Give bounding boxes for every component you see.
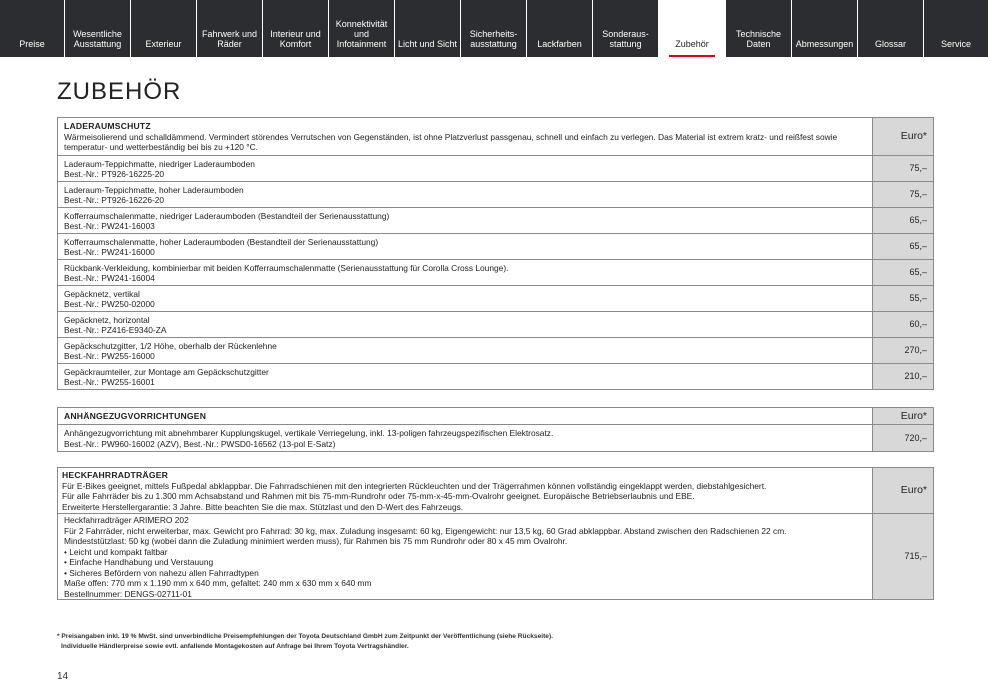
page-number: 14 [57, 671, 69, 682]
item-note: inkl. 13-poligen fahrzeugspezifischen Elektrosatz. [367, 428, 554, 438]
section-description-line: Erweiterte Herstellergarantie: 3 Jahre. Bitte beachten Sie die max. Stützlast und den D-Wert des Fahrzeugs. [62, 501, 464, 512]
item-number: Best.-Nr.: PT926-16226-20 [64, 195, 165, 205]
item-price: 65,– [873, 260, 934, 286]
section-description-line: Für alle Fahrräder bis zu 1.300 mm Achsabstand und Rahmen mit bis 75-mm-Rundrohr oder 75-mm-x-45-mm-Ovalrohr geeignet. Europäische Betriebserlaubnis und EBE. [62, 491, 695, 501]
item-number: Best.-Nr.: PZ416-E9340-ZA [64, 325, 167, 335]
nav-tab-wesentliche-ausstattung[interactable]: Wesentliche Ausstattung [65, 0, 130, 57]
nav-tab-glossar[interactable]: Glossar [858, 0, 923, 57]
nav-tab-service[interactable]: Service [924, 0, 988, 57]
item-number: Bestellnummer: DENGS-02711-01 [64, 588, 192, 599]
item-note: zur Montage am Gepäckschutzgitter [131, 366, 269, 377]
item-price: 60,– [873, 312, 934, 338]
table-row [58, 260, 934, 286]
item-number: Best.-Nr.: PW241-16000 [64, 247, 155, 257]
item-detail-line: Für 2 Fahrräder, nicht erweiterbar, max. Gewicht pro Fahrrad: 30 kg, max. Zuladung insgesamt: 60 kg, Eigengewicht: nur 13,5 kg, 60 Grad abklappbar. Abstand zwischen den Radschienen 22 cm. [64, 525, 787, 536]
item-number: Best.-Nr.: PW960-16002 (AZV), Best.-Nr.: PWSD0-16562 (13-pol E-Satz) [64, 438, 336, 449]
section-description: Wärmeisolierend und schalldämmend. Vermindert störendes Verrutschen von Gegenständen, ist ohne Platzverlust passgenau, schnell und einfach zu verlegen. Das Material ist extrem kratz- und reißfest sowie temperatur- und wetterbeständig bei bis zu +120 °C. [64, 131, 838, 153]
item-name: Laderaum-Teppichmatte, hoher Laderaumboden [64, 184, 244, 195]
item-detail-line: Maße offen: 770 mm x 1.190 mm x 640 mm, gefaltet: 240 mm x 630 mm x 640 mm [64, 578, 372, 588]
item-price: 75,– [873, 156, 934, 182]
table-header-row [58, 118, 934, 156]
heckfahrradtraeger-table [57, 467, 934, 600]
item-price: 270,– [873, 338, 934, 364]
item-note: (Bestandteil der Serienausstattung) [255, 210, 390, 221]
section-title: HECKFAHRRADTRÄGER [62, 470, 169, 480]
footnote-line: * Preisangaben inkl. 19 % MwSt. sind unverbindliche Preisempfehlungen der Toyota Deutschland GmbH zum Zeitpunkt der Veröffentlichung (siehe Rückseite). [57, 633, 553, 640]
nav-tab-fahrwerk[interactable]: Fahrwerk und Räder [197, 0, 262, 57]
item-price: 55,– [873, 286, 934, 312]
item-name: Kofferraumschalenmatte, hoher Laderaumboden [64, 236, 245, 247]
nav-tab-exterieur[interactable]: Exterieur [131, 0, 196, 57]
item-detail-line: Mindeststützlast: 50 kg (wobei dann die Zuladung minimiert werden muss), für Rahmen bis 75 mm Rundrohr oder 80 x 45 mm Ovalrohr. [64, 536, 568, 546]
nav-tab-licht-sicht[interactable]: Licht und Sicht [395, 0, 460, 57]
item-name: Rückbank-Verkleidung, [64, 262, 151, 273]
item-name: Gepäcknetz, horizontal [64, 314, 150, 325]
table-row [58, 286, 934, 312]
currency-label: Euro* [873, 408, 934, 425]
table-header-row [58, 468, 934, 514]
section-title: LADERAUMSCHUTZ [64, 121, 151, 132]
item-name: Gepäcknetz, vertikal [64, 288, 140, 299]
item-note: (Bestandteil der Serienausstattung) [244, 236, 379, 247]
nav-tab-sicherheit[interactable]: Sicherheits-ausstattung [461, 0, 526, 57]
item-number: Best.-Nr.: PW241-16003 [64, 221, 155, 231]
item-number: Best.-Nr.: PW250-02000 [64, 299, 155, 309]
table-row [58, 514, 934, 600]
table-row [58, 156, 934, 182]
section-description-line: Für E-Bikes geeignet, mittels Fußpedal abklappbar. Die Fahrradschienen mit den integrierten Rückleuchten und der Trägerrahmen können vollständig eingeklappt werden, diebstahlgesichert. [62, 480, 767, 491]
item-number: Best.-Nr.: PW255-16000 [64, 351, 155, 361]
footnote-line: Individuelle Händlerpreise sowie evtl. anfallende Montagekosten auf Anfrage bei Ihrem Toyota Vertragshändler. [61, 642, 409, 650]
laderaumschutz-table [57, 117, 934, 390]
item-name: Anhängezugvorrichtung mit abnehmbarer Kupplungskugel, vertikale Verriegelung, [64, 428, 368, 438]
table-row [58, 208, 934, 234]
table-row [58, 312, 934, 338]
item-note: oberhalb der Rückenlehne [176, 340, 277, 351]
item-name: Laderaum-Teppichmatte, niedriger Laderaumboden [64, 158, 255, 169]
currency-label: Euro* [873, 118, 934, 156]
item-price: 75,– [873, 182, 934, 208]
item-number: Best.-Nr.: PT926-16225-20 [64, 169, 165, 179]
item-number: Best.-Nr.: PW241-16004 [64, 273, 155, 283]
nav-tab-technische-daten[interactable]: Technische Daten [726, 0, 791, 57]
section-title: ANHÄNGEZUGVORRICHTUNGEN [64, 411, 207, 422]
top-navigation [0, 0, 990, 57]
page-title: ZUBEHÖR [57, 78, 182, 105]
item-number: Best.-Nr.: PW255-16001 [64, 377, 155, 387]
nav-tab-zubehoer[interactable]: Zubehör [659, 0, 725, 57]
item-note: kombinierbar mit beiden Kofferraumschalenmatte (Serienausstattung für Corolla Cross Lounge). [150, 262, 509, 273]
nav-tab-interieur[interactable]: Interieur und Komfort [263, 0, 328, 57]
item-name: Gepäckraumteiler, [64, 366, 132, 377]
item-detail-line: • Leicht und kompakt faltbar [64, 546, 168, 557]
item-price: 720,– [873, 425, 934, 452]
item-name: Kofferraumschalenmatte, niedriger Laderaumboden [64, 210, 256, 221]
item-name: Heckfahrradträger ARIMERO 202 [64, 515, 189, 525]
nav-tab-sonderausstattung[interactable]: Sonderaus-stattung [593, 0, 658, 57]
table-row [58, 182, 934, 208]
item-detail-line: • Einfache Handhabung und Verstauung [64, 557, 214, 567]
item-name: Gepäckschutzgitter, 1/2 Höhe, [64, 340, 177, 351]
table-row [58, 425, 934, 452]
table-header-row [58, 408, 934, 425]
nav-tab-lackfarben[interactable]: Lackfarben [527, 0, 592, 57]
item-price: 65,– [873, 208, 934, 234]
nav-tab-preise[interactable]: Preise [0, 0, 64, 57]
table-row [58, 364, 934, 390]
anhaengezugvorrichtungen-table [57, 407, 934, 452]
nav-tab-abmessungen[interactable]: Abmessungen [792, 0, 857, 57]
table-row [58, 234, 934, 260]
item-price: 65,– [873, 234, 934, 260]
footnote [57, 632, 553, 651]
currency-label: Euro* [873, 468, 934, 514]
nav-tab-konnektivitaet[interactable]: Konnektivität und Infotainment [329, 0, 394, 57]
table-row [58, 338, 934, 364]
item-price: 210,– [873, 364, 934, 390]
item-detail-line: • Sicheres Befördern von nahezu allen Fahrradtypen [64, 567, 259, 578]
item-price: 715,– [873, 514, 934, 600]
